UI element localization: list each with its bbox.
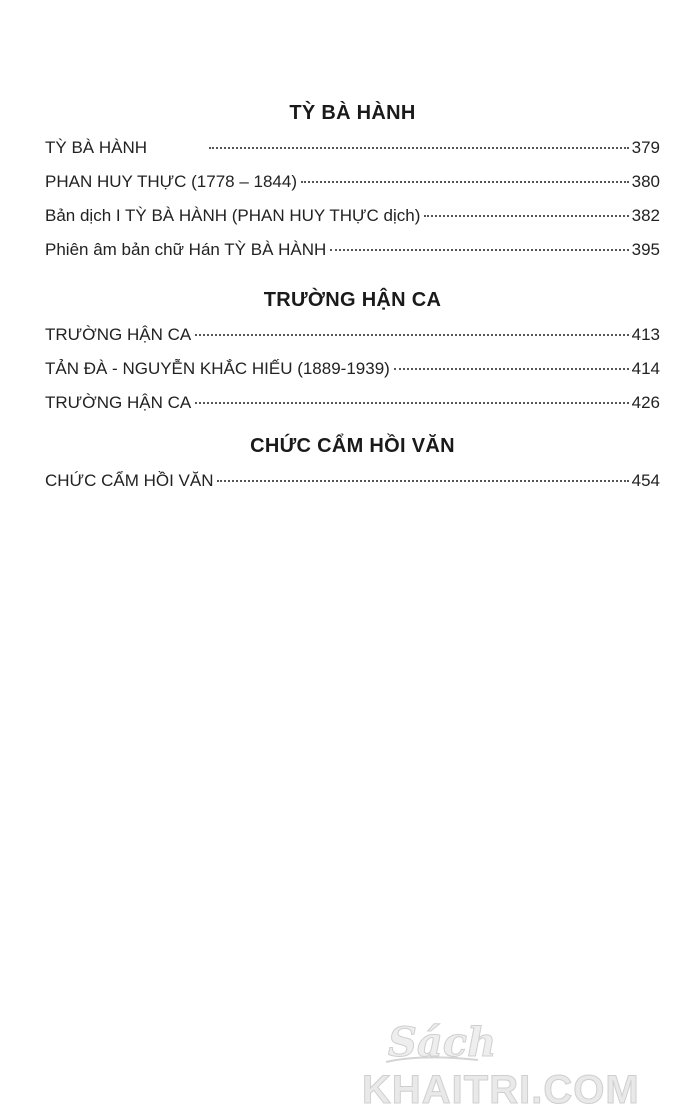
dot-leader — [195, 400, 628, 404]
toc-entry-page: 454 — [631, 471, 660, 490]
dot-leader — [424, 213, 628, 217]
dot-leader — [394, 366, 629, 370]
toc-entry-title: CHỨC CẨM HỒI VĂN — [45, 471, 214, 490]
toc-section-chuc-cam-hoi-van — [45, 428, 660, 498]
section-heading: CHỨC CẨM HỒI VĂN — [250, 435, 455, 457]
toc-entry-title: TỲ BÀ HÀNH — [45, 138, 148, 157]
toc-entry[interactable] — [45, 233, 660, 267]
toc-section-truong-han-ca — [45, 282, 660, 420]
dot-leader — [330, 247, 628, 251]
toc-entry-title: Bản dịch I TỲ BÀ HÀNH (PHAN HUY THỰC dịch) — [45, 206, 421, 225]
toc-entry[interactable] — [45, 352, 660, 386]
toc-entry[interactable] — [45, 464, 660, 498]
toc-entry-page: 426 — [631, 393, 660, 412]
toc-entry-page: 395 — [631, 240, 660, 259]
toc-entry[interactable] — [45, 165, 660, 199]
toc-entry-title: TRƯỜNG HẬN CA — [45, 393, 192, 412]
toc-section-ty-ba-hanh — [45, 95, 660, 267]
toc-entry-title: PHAN HUY THỰC (1778 – 1844) — [45, 172, 297, 191]
toc-entry-page: 379 — [631, 138, 660, 157]
watermark-brand: KHAITRI.COM — [362, 1068, 640, 1112]
toc-entry-page: 380 — [631, 172, 660, 191]
toc-entry-title: TRƯỜNG HẬN CA — [45, 325, 192, 344]
dot-leader — [209, 145, 629, 149]
dot-leader — [217, 478, 628, 482]
toc-entry[interactable] — [45, 131, 660, 165]
toc-entry-page: 382 — [631, 206, 660, 225]
toc-entry-page: 413 — [631, 325, 660, 344]
sach-script-logo-icon — [382, 1010, 502, 1070]
watermark-script: Sách — [388, 1019, 497, 1066]
toc-entry[interactable] — [45, 386, 660, 420]
toc-entry-title: TẢN ĐÀ - NGUYỄN KHẮC HIẾU (1889-1939) — [45, 359, 390, 378]
dot-leader — [301, 179, 629, 183]
section-heading: TRƯỜNG HẬN CA — [263, 289, 442, 311]
toc-entry[interactable] — [45, 318, 660, 352]
toc-entry-page: 414 — [631, 359, 660, 378]
watermark-logo — [362, 1010, 692, 1110]
toc-entry[interactable] — [45, 199, 660, 233]
section-heading: TỲ BÀ HÀNH — [289, 102, 416, 124]
dot-leader — [195, 332, 628, 336]
toc-entry-title: Phiên âm bản chữ Hán TỲ BÀ HÀNH — [45, 240, 327, 259]
